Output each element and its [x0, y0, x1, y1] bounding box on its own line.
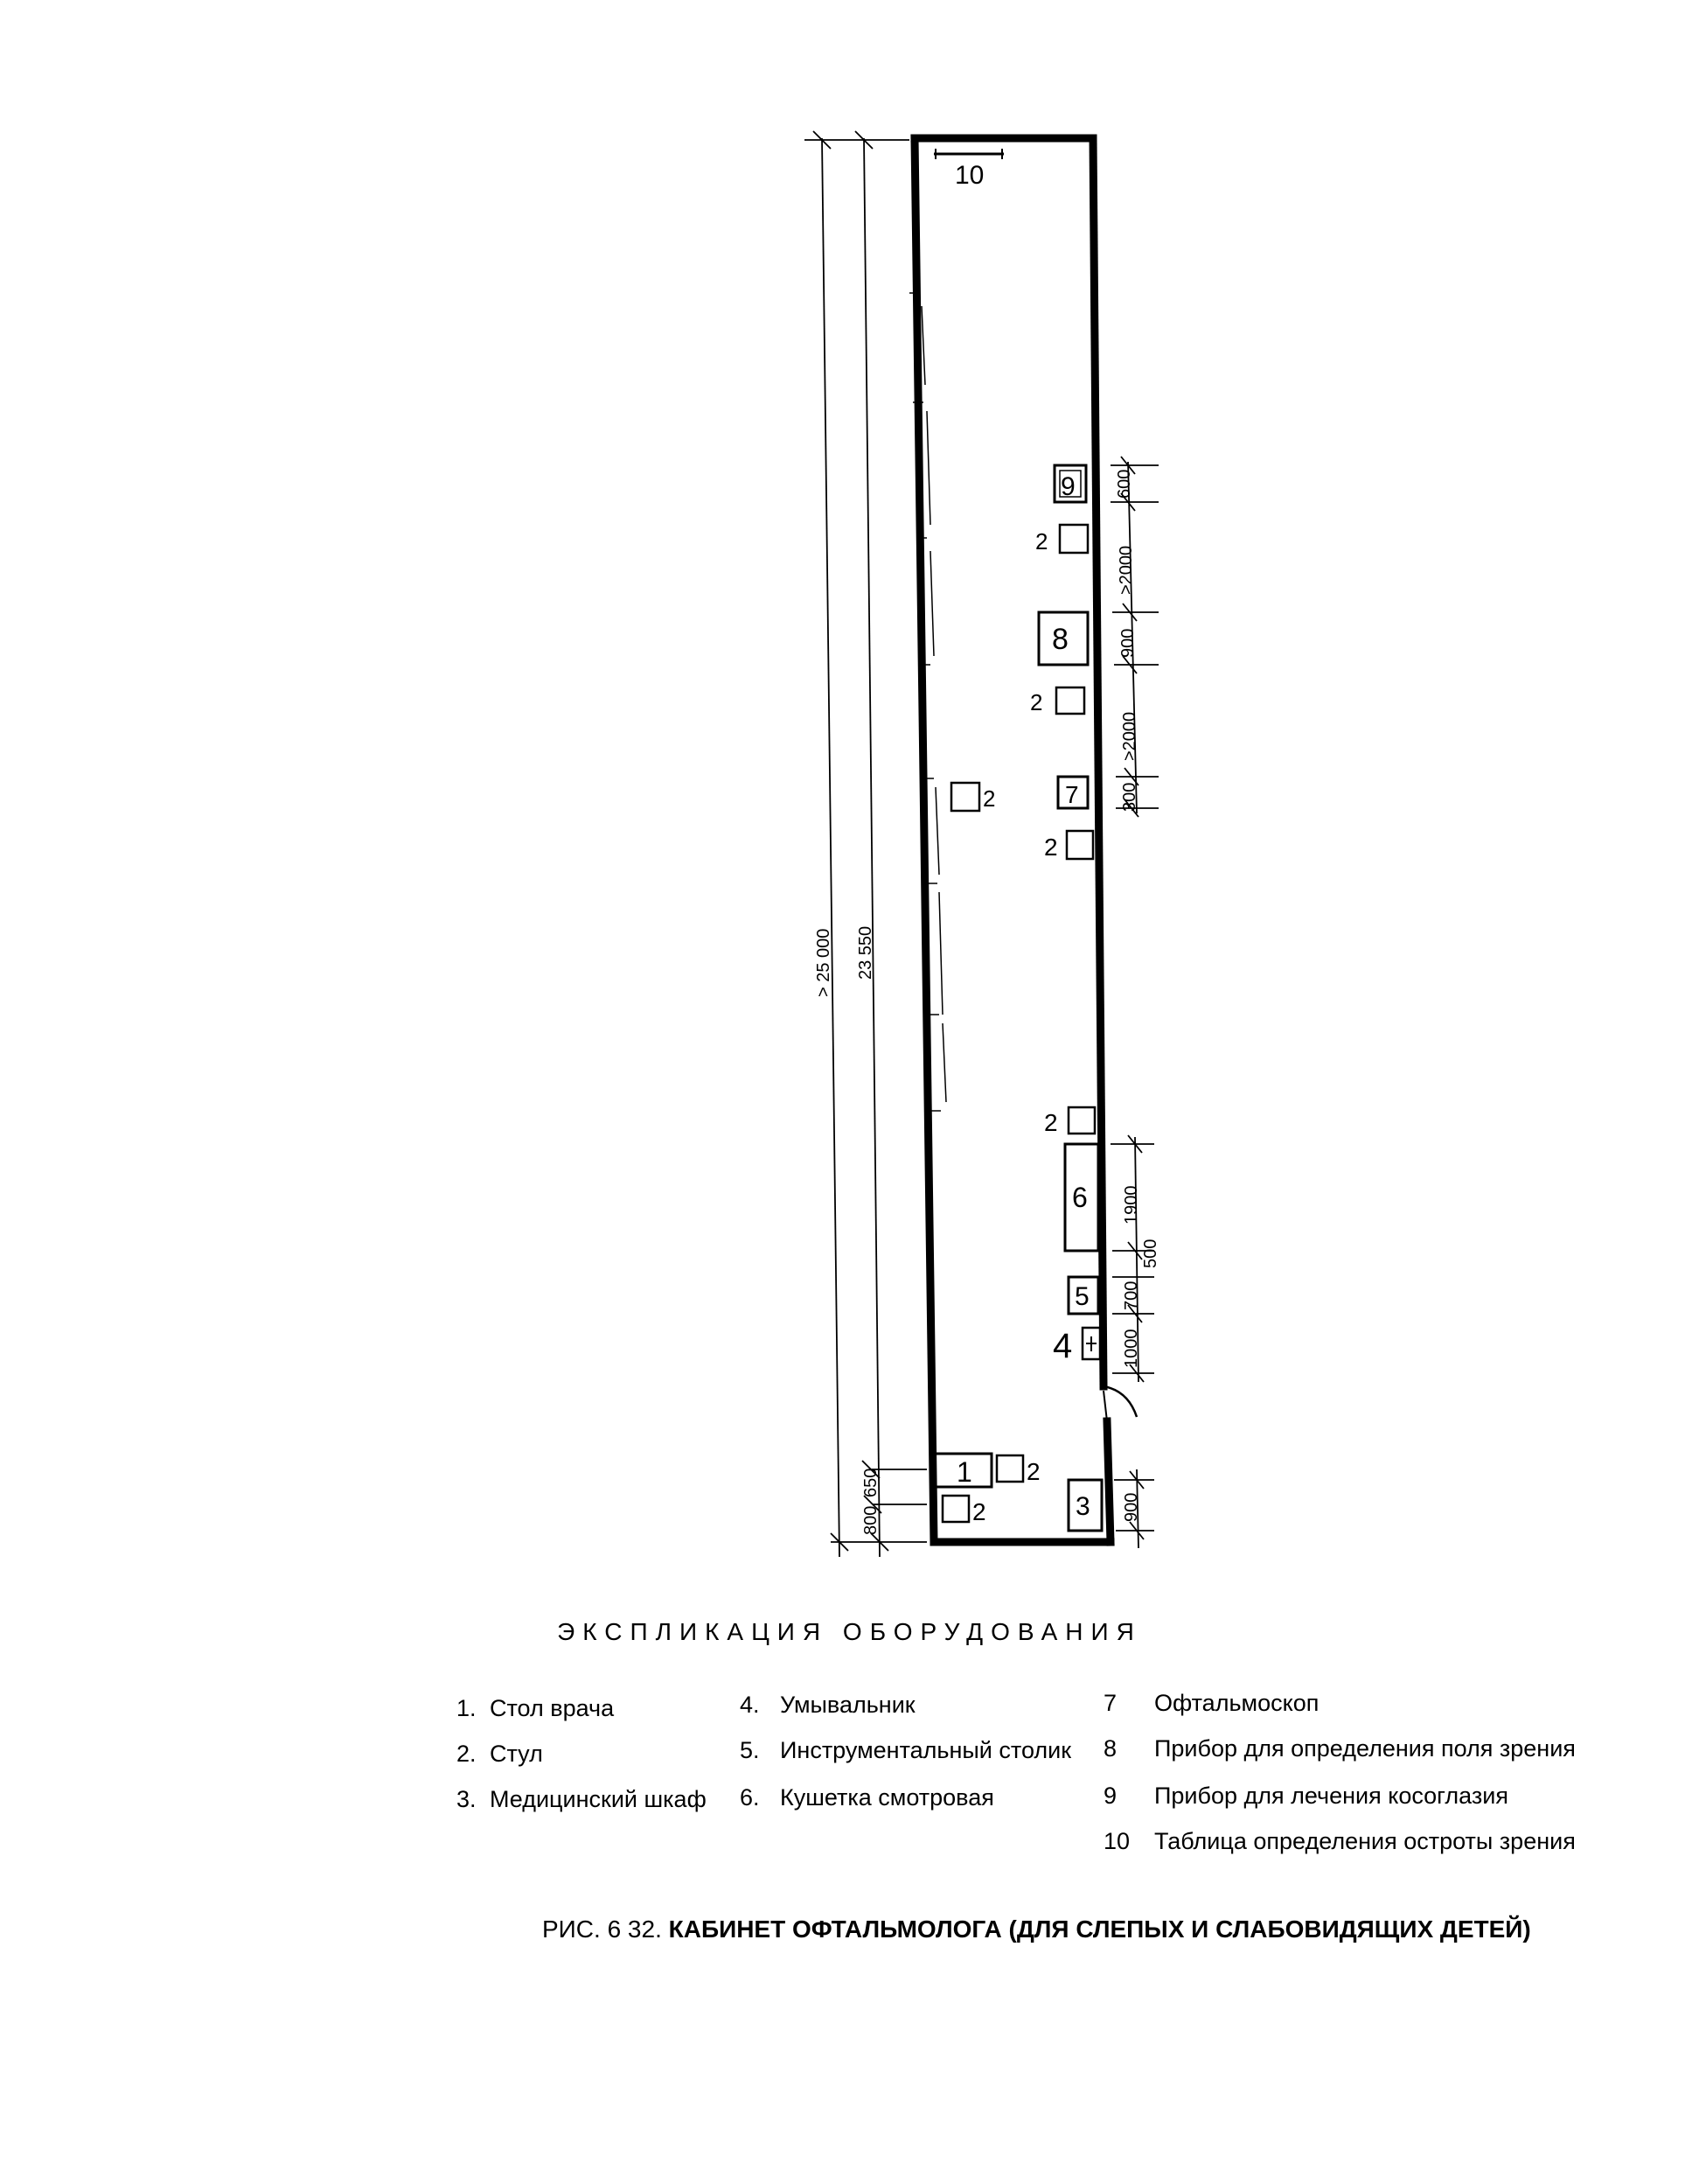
legend-num: 1.	[456, 1695, 477, 1721]
item-8-label: 8	[1052, 623, 1069, 656]
legend-item-9	[1104, 1783, 1508, 1810]
legend-num: 9	[1104, 1783, 1118, 1809]
legend-item-7	[1104, 1690, 1319, 1717]
dim-600: 600	[1115, 469, 1134, 499]
item-3-medical-cabinet	[1069, 1480, 1102, 1531]
caption-title: КАБИНЕТ ОФТАЛЬМОЛОГА (ДЛЯ СЛЕПЫХ И СЛАБОВИДЯЩИХ ДЕТЕЙ)	[668, 1915, 1531, 1943]
legend-num: 8	[1104, 1735, 1118, 1762]
door	[1104, 1386, 1137, 1421]
chair-2	[1030, 687, 1084, 715]
item-1-label: 1	[957, 1456, 972, 1488]
item-9-label: 9	[1061, 472, 1076, 501]
legend-text: Прибор для определения поля зрения	[1154, 1735, 1576, 1762]
dim-500: 500	[1141, 1239, 1160, 1268]
item-7-label: 7	[1065, 781, 1079, 808]
chair-5	[1044, 1107, 1095, 1136]
item-6-examination-couch	[1065, 1144, 1098, 1251]
chair-1-label: 2	[1035, 528, 1048, 555]
chair-5-label: 2	[1044, 1109, 1058, 1136]
dim-800: 800	[861, 1505, 881, 1535]
item-9-strabismus-device	[1055, 465, 1086, 502]
item-10-chart	[934, 149, 1004, 190]
legend-text: Медицинский шкаф	[490, 1786, 707, 1812]
chair-1	[1035, 525, 1088, 555]
dim-900a: 900	[1118, 628, 1138, 658]
chair-7-label: 2	[972, 1498, 986, 1525]
dim-700: 700	[1122, 1280, 1141, 1310]
legend-text: Таблица определения остроты зрения	[1154, 1828, 1576, 1854]
legend-text: Офтальмоскоп	[1154, 1690, 1320, 1716]
figure-caption	[542, 1915, 1531, 1943]
chair-7	[943, 1496, 986, 1525]
item-6-label: 6	[1072, 1182, 1088, 1213]
dim-overall: > 25 000	[814, 928, 833, 997]
item-5-instrument-table	[1069, 1277, 1098, 1314]
legend-item-3	[456, 1786, 707, 1813]
dim-650: 650	[861, 1468, 881, 1497]
room-walls	[915, 138, 1111, 1542]
item-4-label: 4	[1053, 1327, 1073, 1365]
legend-text: Инструментальный столик	[780, 1737, 1072, 1763]
dim-2000b: >2000	[1120, 711, 1139, 761]
legend-title: ЭКСПЛИКАЦИЯ ОБОРУДОВАНИЯ	[557, 1618, 1142, 1645]
legend-item-6	[740, 1784, 994, 1811]
legend-item-2	[456, 1741, 543, 1768]
dim-900b: 900	[1122, 1492, 1141, 1522]
legend-num: 7	[1104, 1690, 1118, 1716]
legend-num: 6.	[740, 1784, 760, 1811]
dimension-lines-left	[804, 131, 927, 1557]
legend-item-10	[1104, 1828, 1576, 1855]
legend-num: 2.	[456, 1741, 477, 1767]
chair-4	[1044, 831, 1093, 861]
item-5-label: 5	[1075, 1282, 1090, 1311]
dim-1900: 1900	[1122, 1185, 1141, 1225]
item-1-doctor-desk	[934, 1454, 992, 1488]
legend-item-4	[740, 1692, 916, 1719]
legend-text: Стул	[490, 1741, 543, 1767]
item-4-washbasin	[1053, 1327, 1100, 1365]
dim-inner: 23 550	[856, 925, 875, 980]
item-8-visual-field-device	[1039, 612, 1088, 665]
legend-item-8	[1104, 1735, 1576, 1762]
chair-6-label: 2	[1027, 1458, 1041, 1485]
chair-3-label: 2	[983, 785, 996, 812]
dimension-lines-right	[1111, 457, 1159, 1548]
item-10-label: 10	[955, 161, 985, 190]
legend-num: 5.	[740, 1737, 760, 1763]
item-3-label: 3	[1076, 1492, 1090, 1521]
chair-3	[951, 783, 995, 812]
legend-text: Кушетка смотровая	[780, 1784, 994, 1811]
item-7-ophthalmoscope	[1058, 777, 1088, 808]
legend-item-5	[740, 1737, 1071, 1764]
caption-prefix: РИС. 6 32.	[542, 1915, 662, 1943]
dim-300: 300	[1120, 782, 1139, 812]
legend-num: 4.	[740, 1692, 760, 1718]
legend-text: Умывальник	[780, 1692, 916, 1718]
dim-2000a: >2000	[1117, 545, 1136, 595]
legend-num: 10	[1104, 1828, 1131, 1854]
legend-text: Прибор для лечения косоглазия	[1154, 1783, 1508, 1809]
chair-2-label: 2	[1030, 689, 1043, 715]
chair-6	[997, 1455, 1041, 1485]
dim-1000: 1000	[1122, 1329, 1141, 1368]
legend-item-1	[456, 1695, 614, 1722]
legend-num: 3.	[456, 1786, 477, 1812]
legend-text: Стол врача	[490, 1695, 615, 1721]
chair-4-label: 2	[1044, 834, 1058, 861]
